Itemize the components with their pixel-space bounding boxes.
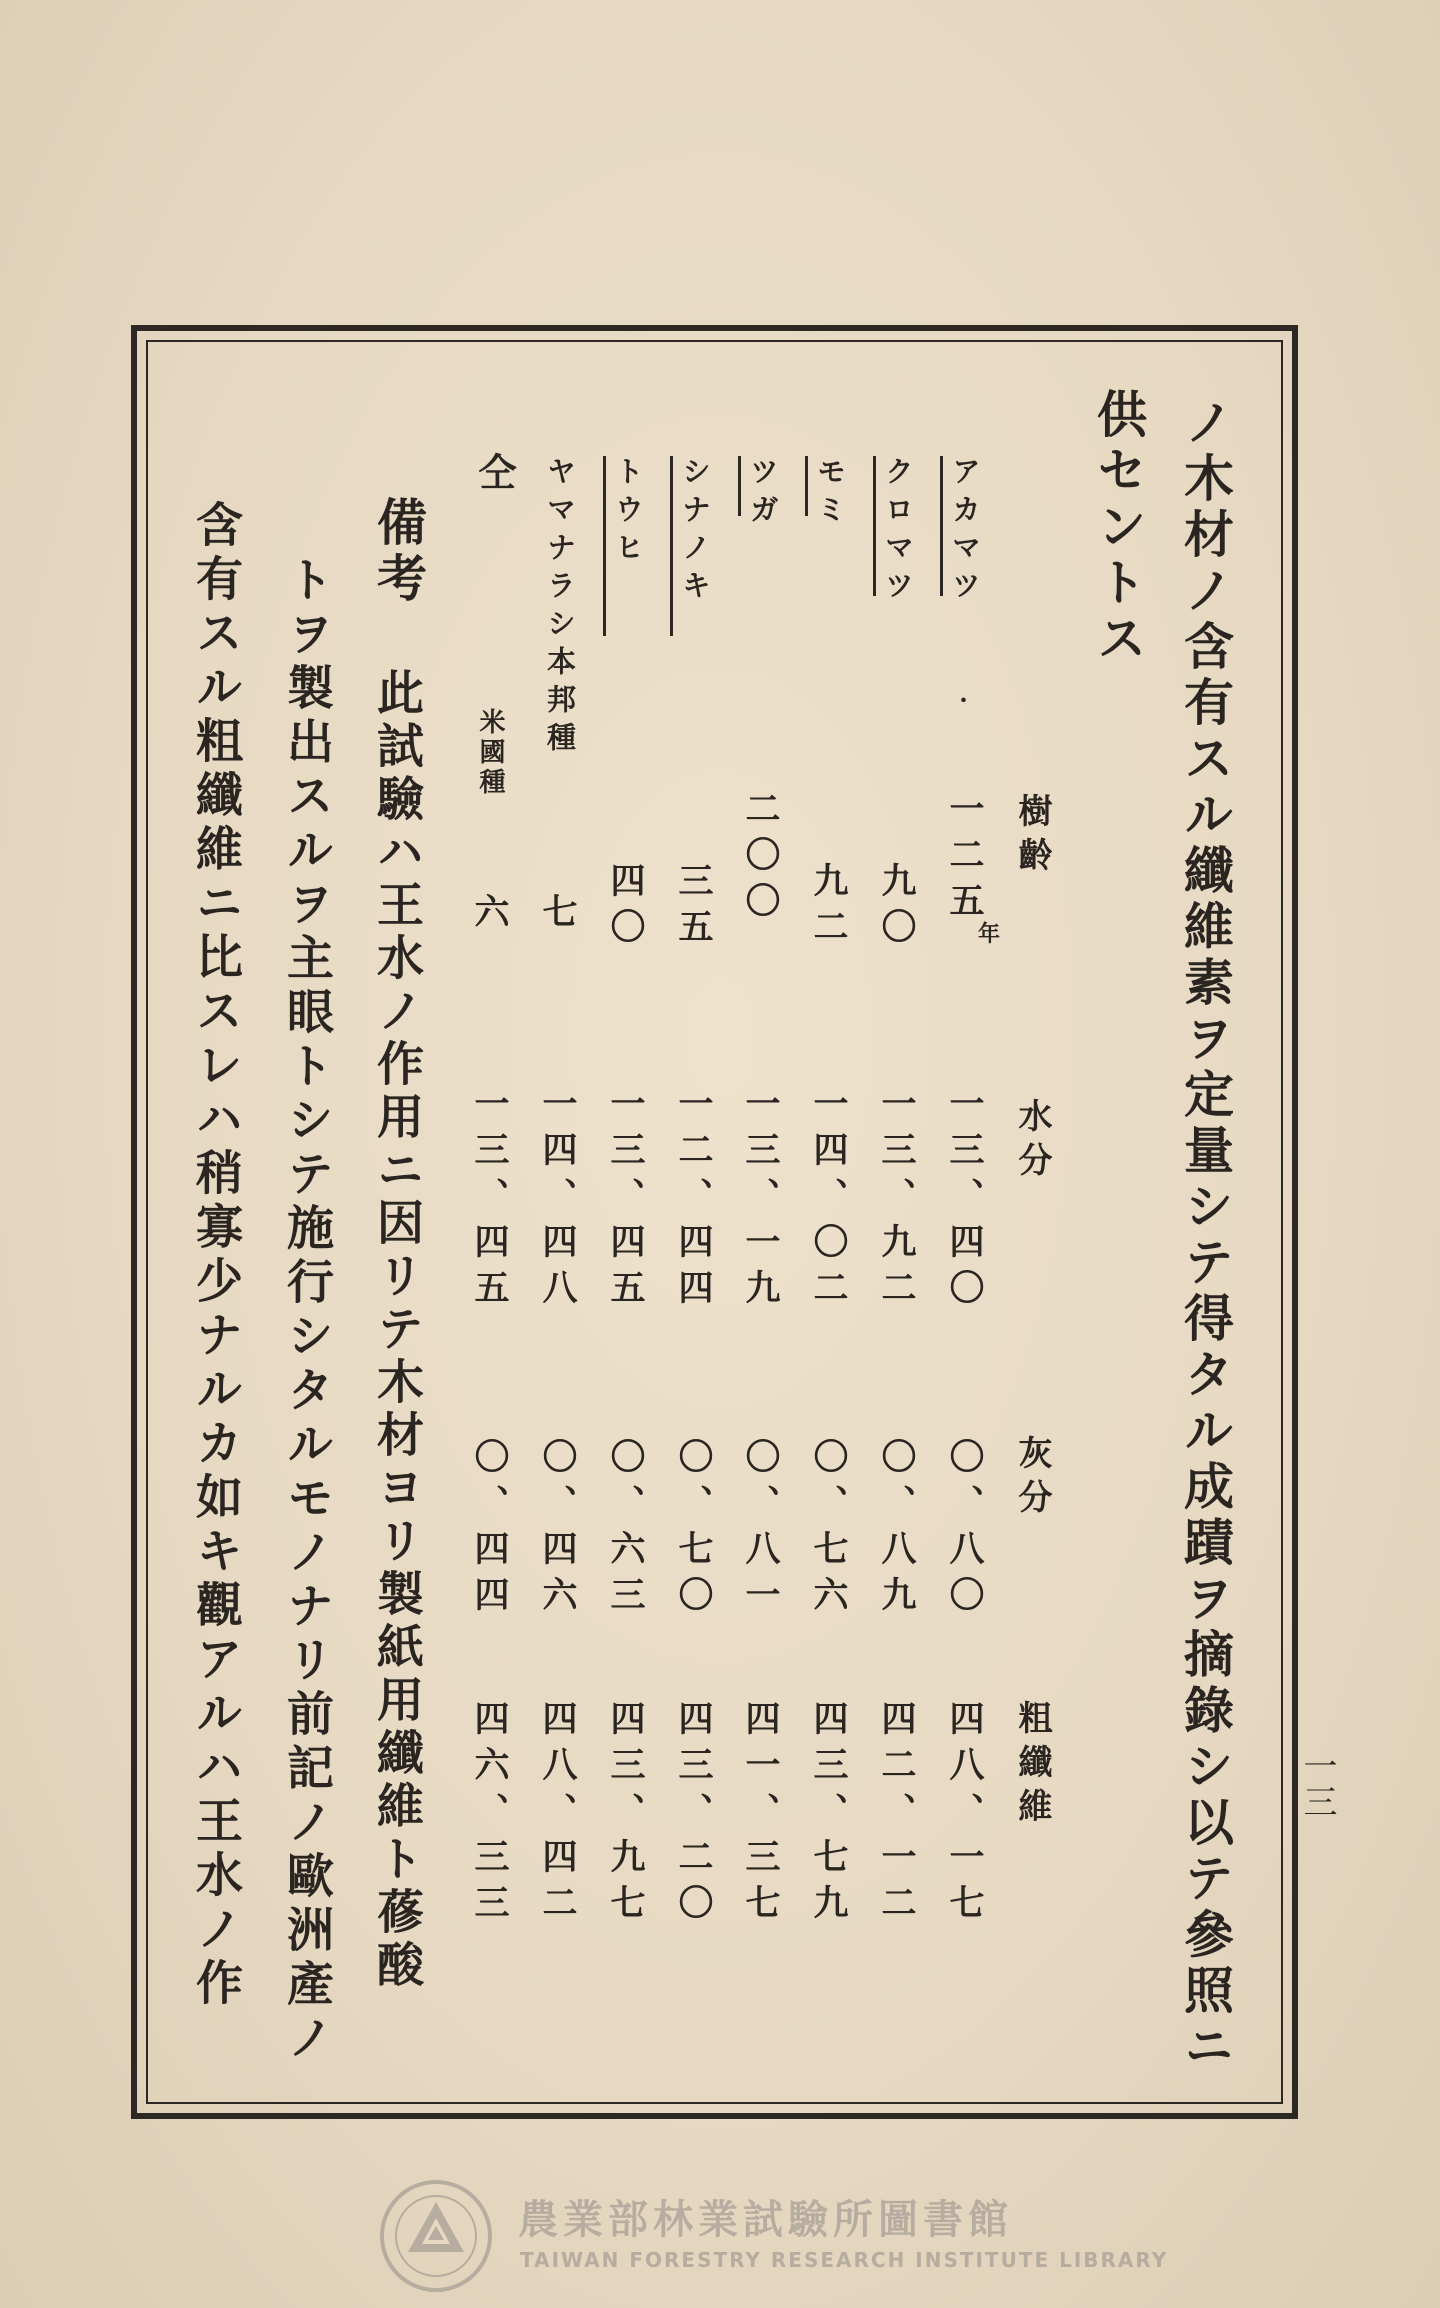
age-kuromatsu: 九〇 xyxy=(876,862,917,954)
species-american-variety: 米國種 xyxy=(475,708,505,798)
remarks-line-2: トヲ製出スルヲ主眼トシテ施行シタルモノナリ前記ノ歐洲產ノ xyxy=(279,555,334,2067)
ash-akamatsu: 〇、八〇 xyxy=(944,1438,985,1622)
water-american: 一三、四五 xyxy=(469,1085,510,1315)
watermark-subtitle: TAIWAN FORESTRY RESEARCH INSTITUTE LIBRARY xyxy=(520,2248,1169,2272)
water-shinanoki: 一二、四四 xyxy=(673,1085,714,1315)
remarks-label: 備考 xyxy=(369,496,428,608)
header-fiber: 粗纖維 xyxy=(1012,1700,1052,1832)
watermark-title: 農業部林業試驗所圖書館 xyxy=(518,2197,1013,2243)
water-tsuga: 一三、一九 xyxy=(740,1085,781,1315)
remarks-line-3: 含有スル粗纖維ニ比スレハ稍寡少ナルカ如キ觀アルハ王水ノ作 xyxy=(188,500,243,2012)
row-mark: ・ xyxy=(950,690,974,719)
ash-yamanarashi-domestic: 〇、四六 xyxy=(537,1438,578,1622)
species-kuromatsu: クロマツ xyxy=(881,456,915,608)
year-unit: 年 xyxy=(978,921,1001,947)
species-momi: モミ xyxy=(813,456,847,532)
fiber-momi: 四三、七九 xyxy=(808,1700,849,1930)
fiber-kuromatsu: 四二、一二 xyxy=(876,1700,917,1930)
species-yamanarashi-domestic: ヤマナラシ本邦種 xyxy=(543,456,577,760)
header-age: 樹齡 xyxy=(1012,793,1052,881)
age-yamanarashi-domestic: 七 xyxy=(537,893,578,939)
fiber-yamanarashi-domestic: 四八、四二 xyxy=(537,1700,578,1930)
bracket-rule xyxy=(603,456,606,636)
water-akamatsu: 一三、四〇 xyxy=(944,1085,985,1315)
water-yamanarashi-domestic: 一四、四八 xyxy=(537,1085,578,1315)
species-akamatsu: アカマツ xyxy=(948,456,982,608)
ash-momi: 〇、七六 xyxy=(808,1438,849,1622)
bracket-rule xyxy=(670,456,673,636)
fiber-akamatsu: 四八、一七 xyxy=(944,1700,985,1930)
bracket-rule xyxy=(805,456,808,516)
water-touhi: 一三、四五 xyxy=(605,1085,646,1315)
bracket-rule xyxy=(873,456,876,596)
header-ash: 灰分 xyxy=(1012,1435,1052,1523)
age-momi: 九二 xyxy=(808,862,849,954)
water-kuromatsu: 一三、九二 xyxy=(876,1085,917,1315)
age-american: 六 xyxy=(469,893,510,939)
library-seal-icon xyxy=(378,2178,494,2294)
ash-kuromatsu: 〇、八九 xyxy=(876,1438,917,1622)
age-shinanoki: 三五 xyxy=(673,862,714,954)
age-touhi: 四〇 xyxy=(605,862,646,954)
fiber-touhi: 四三、九七 xyxy=(605,1700,646,1930)
species-touhi: トウヒ xyxy=(611,456,645,570)
species-shinanoki: シナノキ xyxy=(678,456,712,608)
fiber-american: 四六、三三 xyxy=(469,1700,510,1930)
fiber-shinanoki: 四三、二〇 xyxy=(673,1700,714,1930)
library-watermark xyxy=(370,2178,1169,2288)
header-water: 水分 xyxy=(1012,1098,1052,1186)
age-akamatsu: 一二五 xyxy=(944,790,985,928)
bracket-rule xyxy=(940,456,943,596)
species-ditto: 仝 xyxy=(472,452,517,500)
bracket-rule xyxy=(738,456,741,516)
fiber-tsuga: 四一、三七 xyxy=(740,1700,781,1930)
ash-tsuga: 〇、八一 xyxy=(740,1438,781,1622)
ash-shinanoki: 〇、七〇 xyxy=(673,1438,714,1622)
remarks-line-1: 此試驗ハ王水ノ作用ニ因リテ木材ヨリ製紙用纖維ト蓚酸 xyxy=(369,668,424,1993)
intro-line-2: 供セントス xyxy=(1089,388,1148,668)
ash-american: 〇、四四 xyxy=(469,1438,510,1622)
page-number: 一三 xyxy=(1297,1748,1337,1820)
water-momi: 一四、〇二 xyxy=(808,1085,849,1315)
ash-touhi: 〇、六三 xyxy=(605,1438,646,1622)
species-tsuga: ツガ xyxy=(746,456,780,532)
age-tsuga: 二〇〇 xyxy=(740,790,781,928)
intro-line-1: ノ木材ノ含有スル纖維素ヲ定量シテ得タル成蹟ヲ摘錄シ以テ參照ニ xyxy=(1176,396,1235,2076)
